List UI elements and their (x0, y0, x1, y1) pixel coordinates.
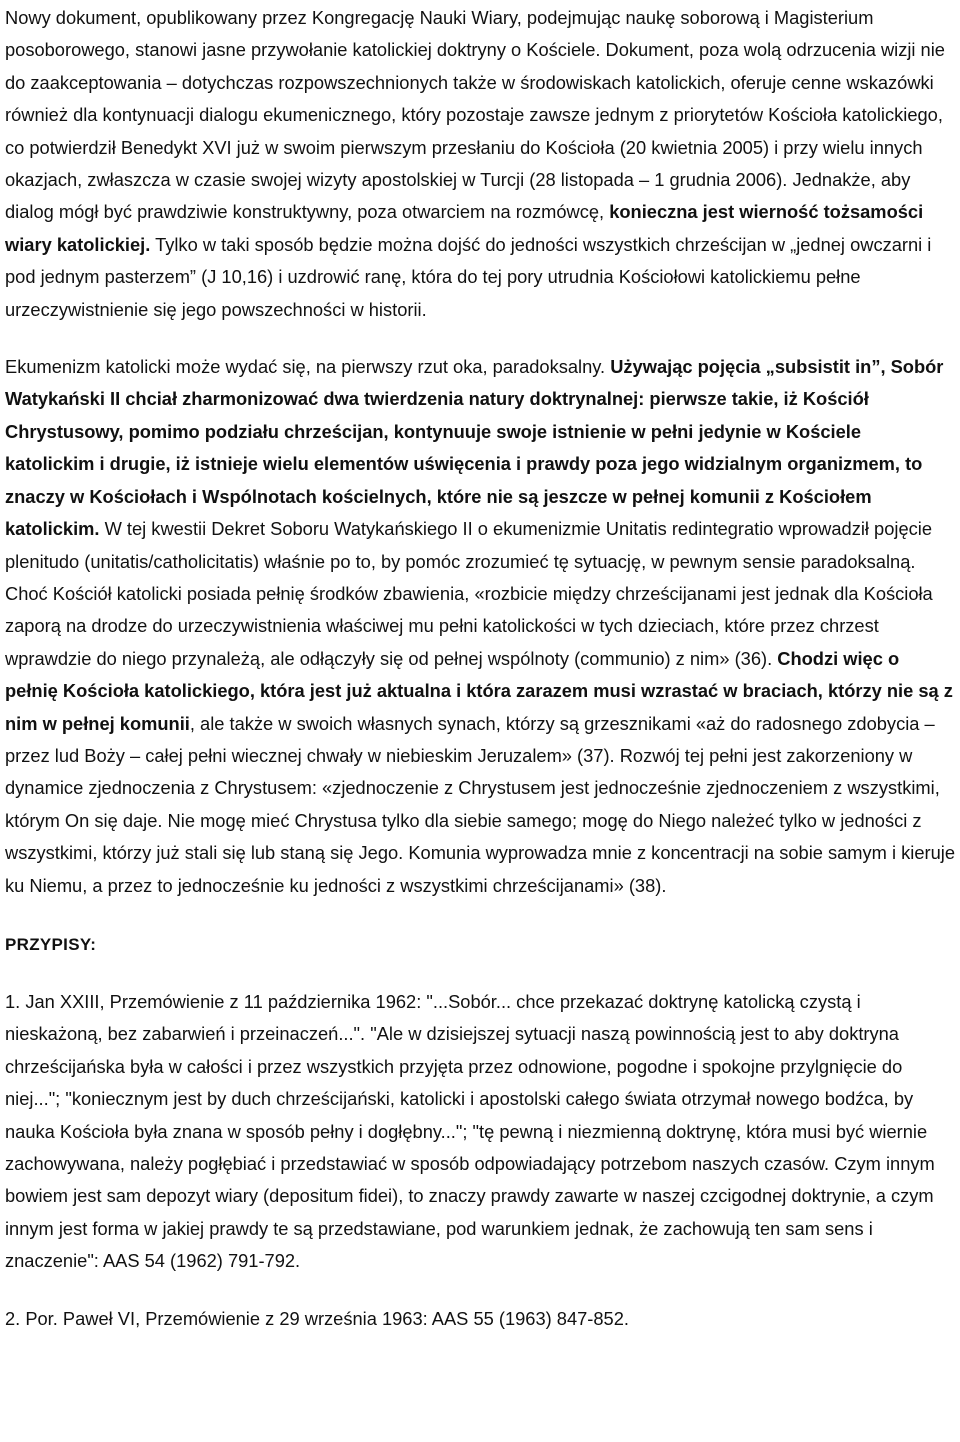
paragraph-2-text-a: Ekumenizm katolicki może wydać się, na pierwszy rzut oka, paradoksalny. (5, 356, 611, 378)
paragraph-2-text-c: , ale także w swoich własnych synach, którzy są grzesznikami «aż do radosnego zdobycia – przez lud Boży – całej pełni wiecznej chwały w niebieskim Jeruzalem» (37). Rozwój tej pełni jest zakorzeniony w dynamice zjednoczenia z Chrystusem: «zjednoczenie z Chrystusem jest jednocześnie zjednoczeniem z wszystkimi, którym On się daje. Nie mogę mieć Chrystusa tylko dla siebie samego; mogę do Niego należeć tylko w jedności z wszystkimi, którzy już stali się lub staną się Jego. Komunia wyprowadza mnie z koncentracji na sobie samym i kieruje ku Niemu, a przez to jednocześnie ku jedności z wszystkimi chrześcijanami» (38). (5, 712, 955, 896)
footnote-2: 2. Por. Paweł VI, Przemówienie z 29 września 1963: AAS 55 (1963) 847-852. (5, 1307, 629, 1329)
paragraph-2-bold-a: Używając pojęcia „subsistit in”, Sobór Watykański II chciał zharmonizować dwa twierdzenia natury doktrynalnej: pierwsze takie, iż Kościół Chrystusowy, pomimo podziału chrześcijan, kontynuuje swoje istnienie w pełni jedynie w Kościele katolickim i drugie, iż istnieje wielu elementów uświęcenia i prawdy poza jego widzialnym organizmem, to znaczy w Kościołach i Wspólnotach kościelnych, które nie są jeszcze w pełnej komunii z Kościołem katolickim. (5, 356, 944, 540)
paragraph-1-bold-a: konieczna jest wierność tożsamości wiary katolickiej. (5, 201, 924, 255)
footnote-1: 1. Jan XXIII, Przemówienie z 11 października 1962: "...Sobór... chce przekazać doktrynę katolicką czystą i nieskażoną, bez zabarwień i przeinaczeń...". "Ale w dzisiejszej sytuacji naszą powinnością jest to aby doktryna chrześcijańska była w całości i przez wszystkich przyjęta przez odnowione, pogodne i spokojne przylgnięcie do niej..."; "koniecznym jest by duch chrześcijański, katolicki i apostolski całego świata otrzymał nowego bodźca, by nauka Kościoła była znana w sposób pełny i dogłębny..."; "tę pewną i niezmienną doktrynę, która musi być wiernie zachowywana, należy pogłębiać i przedstawiać w sposób odpowiadający potrzebom naszych czasów. Czym innym bowiem jest sam depozyt wiary (depositum fidei), to znaczy prawdy zawarte w naszej czcigodnej doktrynie, a czym innym jest forma w jakiej prawdy te są przedstawiane, pod warunkiem jednak, że zachowują ten sam sens i znaczenie": AAS 54 (1962) 791-792. (5, 990, 935, 1272)
paragraph-2-text-b: W tej kwestii Dekret Soboru Watykańskiego II o ekumenizmie Unitatis redintegratio wprowadził pojęcie plenitudo (unitatis/catholicitatis) właśnie po to, by pomóc zrozumieć tę sytuację, w pewnym sensie paradoksalną. Choć Kościół katolicki posiada pełnię środków zbawienia, «rozbicie między chrześcijanami jest jednak dla Kościoła zaporą na drodze do urzeczywistnienia właściwej mu pełni katolickości w tych dzieciach, które przez chrzest wprawdzie do niego przynależą, ale odłączyły się od pełnej wspólnoty (communio) z nim» (36). (5, 518, 933, 669)
paragraph-1-text-b: Tylko w taki sposób będzie można dojść do jedności wszystkich chrześcijan w „jednej owczarni i pod jednym pasterzem” (J 10,16) i uzdrowić ranę, która do tej pory utrudnia Kościołowi katolickiemu pełne urzeczywistnienie się jego powszechności w historii. (5, 233, 932, 320)
paragraph-2-bold-b: Chodzi więc o pełnię Kościoła katolickiego, która jest już aktualna i która zarazem musi wzrastać w braciach, którzy nie są z nim w pełnej komunii (5, 647, 953, 734)
footnotes-heading: PRZYPISY: (5, 934, 97, 954)
paragraph-2 (5, 351, 955, 902)
document-page (5, 2, 955, 1335)
paragraph-1 (5, 2, 955, 326)
paragraph-1-text-a: Nowy dokument, opublikowany przez Kongregację Nauki Wiary, podejmując naukę soborową i Magisterium posoborowego, stanowi jasne przywołanie katolickiej doktryny o Kościele. Dokument, poza wolą odrzucenia wizji nie do zaakceptowania – dotychczas rozpowszechnionych także w środowiskach katolickich, oferuje cenne wskazówki również dla kontynuacji dialogu ekumenicznego, który pozostaje zawsze jednym z priorytetów Kościoła katolickiego, co potwierdził Benedykt XVI już w swoim pierwszym przesłaniu do Kościoła (20 kwietnia 2005) i przy wielu innych okazjach, zwłaszcza w czasie swojej wizyty apostolskiej w Turcji (28 listopada – 1 grudnia 2006). Jednakże, aby dialog mógł być prawdziwie konstruktywny, poza otwarciem na rozmówcę, (5, 7, 945, 223)
